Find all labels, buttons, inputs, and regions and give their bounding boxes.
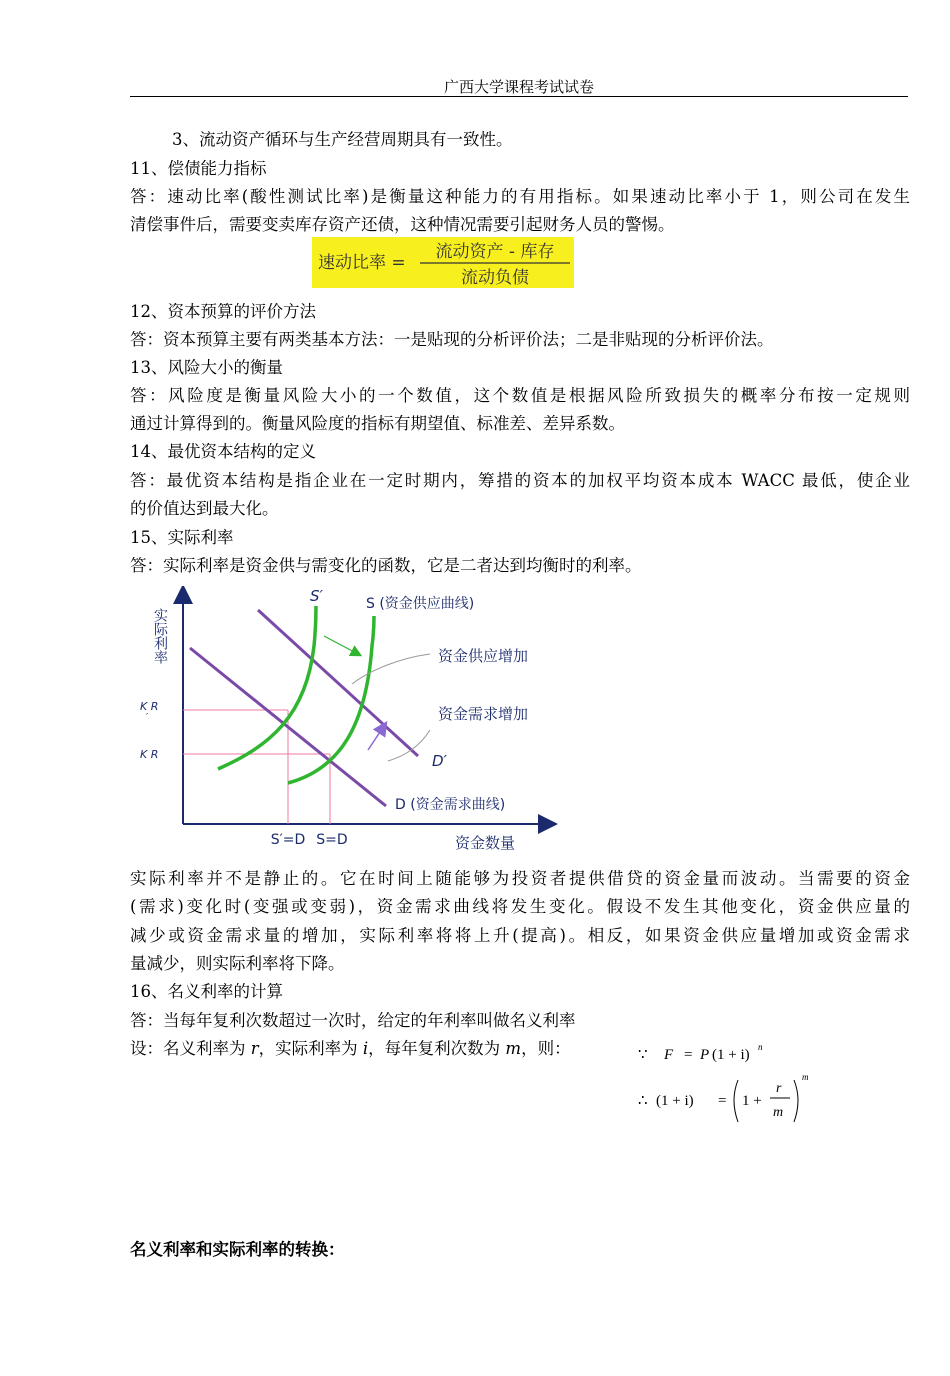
y-tick-kr-prime: K R xyxy=(140,700,159,713)
header-rule xyxy=(130,96,908,97)
svg-text:P: P xyxy=(700,1047,710,1063)
because-symbol: ∵ xyxy=(638,1047,648,1063)
quick-ratio-formula xyxy=(312,237,574,288)
text-line-variables: 设：名义利率为 r，实际利率为 i，每年复利次数为 m，则： xyxy=(130,1039,571,1058)
formula-denominator: 流动负债 xyxy=(461,268,529,288)
label-d-prime: D′ xyxy=(432,752,447,770)
text-line: 实际利率并不是静止的。它在时间上随能够为投资者提供借贷的资金量而波动。当需要的资金 xyxy=(130,869,910,888)
therefore-symbol: ∴ xyxy=(638,1093,648,1109)
annotation-supply-increase: 资金供应增加 xyxy=(438,647,529,665)
section-heading-12: 12、资本预算的评价方法 xyxy=(130,302,316,321)
label-s-prime: S′ xyxy=(310,587,323,605)
label-d-demand: D (资金需求曲线) xyxy=(395,797,506,813)
supply-shift-arrow xyxy=(324,636,358,654)
nominal-rate-formula xyxy=(630,1030,830,1134)
svg-text:m: m xyxy=(773,1105,784,1120)
svg-text:F: F xyxy=(664,1047,674,1063)
text-line: (需求)变化时(变强或变弱)，资金需求曲线将发生变化。假设不发生其他变化，资金供应量的 xyxy=(130,897,910,916)
supply-annotation-pointer xyxy=(352,654,430,684)
section-heading-11: 11、偿债能力指标 xyxy=(130,159,267,178)
text-line: 答：风险度是衡量风险大小的一个数值，这个数值是根据风险所致损失的概率分布按一定规则 xyxy=(130,386,910,405)
text-line: 通过计算得到的。衡量风险度的指标有期望值、标准差、差异系数。 xyxy=(130,414,625,433)
svg-text:=: = xyxy=(684,1047,693,1063)
section-heading-15: 15、实际利率 xyxy=(130,528,234,547)
label-s-supply: S (资金供应曲线) xyxy=(366,596,475,612)
text-line: 减少或资金需求量的增加，实际利率将将上升(提高)。相反，如果资金供应量增加或资金需求 xyxy=(130,926,910,945)
demand-curve-d-prime xyxy=(258,610,418,756)
svg-text:(1 + i): (1 + i) xyxy=(656,1093,694,1109)
section-heading-16: 16、名义利率的计算 xyxy=(130,982,283,1001)
text-line: 答：实际利率是资金供与需变化的函数，它是二者达到均衡时的利率。 xyxy=(130,556,642,575)
x-axis-label: 资金数量 xyxy=(454,834,516,852)
section-heading-13: 13、风险大小的衡量 xyxy=(130,358,283,377)
svg-text:n: n xyxy=(758,1042,763,1052)
text-line: 3、流动资产循环与生产经营周期具有一致性。 xyxy=(172,130,513,149)
svg-text:m: m xyxy=(802,1072,809,1082)
demand-shift-arrow xyxy=(368,726,384,750)
text-line: 的价值达到最大化。 xyxy=(130,499,279,518)
text-line: 答：速动比率(酸性测试比率)是衡量这种能力的有用指标。如果速动比率小于 1，则公司在发生 xyxy=(130,187,910,206)
svg-text:r: r xyxy=(776,1081,782,1096)
y-axis-label: 实际利率 xyxy=(152,608,168,664)
y-tick-kr-prime-mark: ′ xyxy=(146,712,149,723)
text-line: 清偿事件后，需要变卖库存资产还债，这种情况需要引起财务人员的警惕。 xyxy=(130,215,675,234)
formula-lhs: 速动比率 = xyxy=(318,253,406,273)
x-tick-s-d: S=D xyxy=(316,832,348,848)
svg-text:(1 + i): (1 + i) xyxy=(712,1047,750,1063)
x-tick-sprime-d: S′=D xyxy=(270,832,306,848)
text-line: 量减少，则实际利率将下降。 xyxy=(130,954,345,973)
formula-numerator: 流动资产 - 库存 xyxy=(435,242,555,262)
annotation-demand-increase: 资金需求增加 xyxy=(438,705,529,723)
interest-rate-supply-demand-chart xyxy=(130,586,570,860)
text-line: 答：最优资本结构是指企业在一定时期内，筹措的资本的加权平均资本成本 WACC 最低，使企业 xyxy=(130,471,910,490)
page-header-title: 广西大学课程考试试卷 xyxy=(443,78,594,96)
supply-curve-s-prime xyxy=(218,606,316,769)
text-line: 答：当每年复利次数超过一次时，给定的年利率叫做名义利率 xyxy=(130,1011,576,1030)
text-line: 答：资本预算主要有两类基本方法：一是贴现的分析评价法；二是非贴现的分析评价法。 xyxy=(130,330,774,349)
svg-text:1 +: 1 + xyxy=(742,1093,762,1109)
y-tick-kr: K R xyxy=(140,748,159,761)
section-heading-14: 14、最优资本结构的定义 xyxy=(130,442,316,461)
section-heading-conversion: 名义利率和实际利率的转换： xyxy=(130,1240,345,1259)
svg-text:=: = xyxy=(718,1093,727,1109)
